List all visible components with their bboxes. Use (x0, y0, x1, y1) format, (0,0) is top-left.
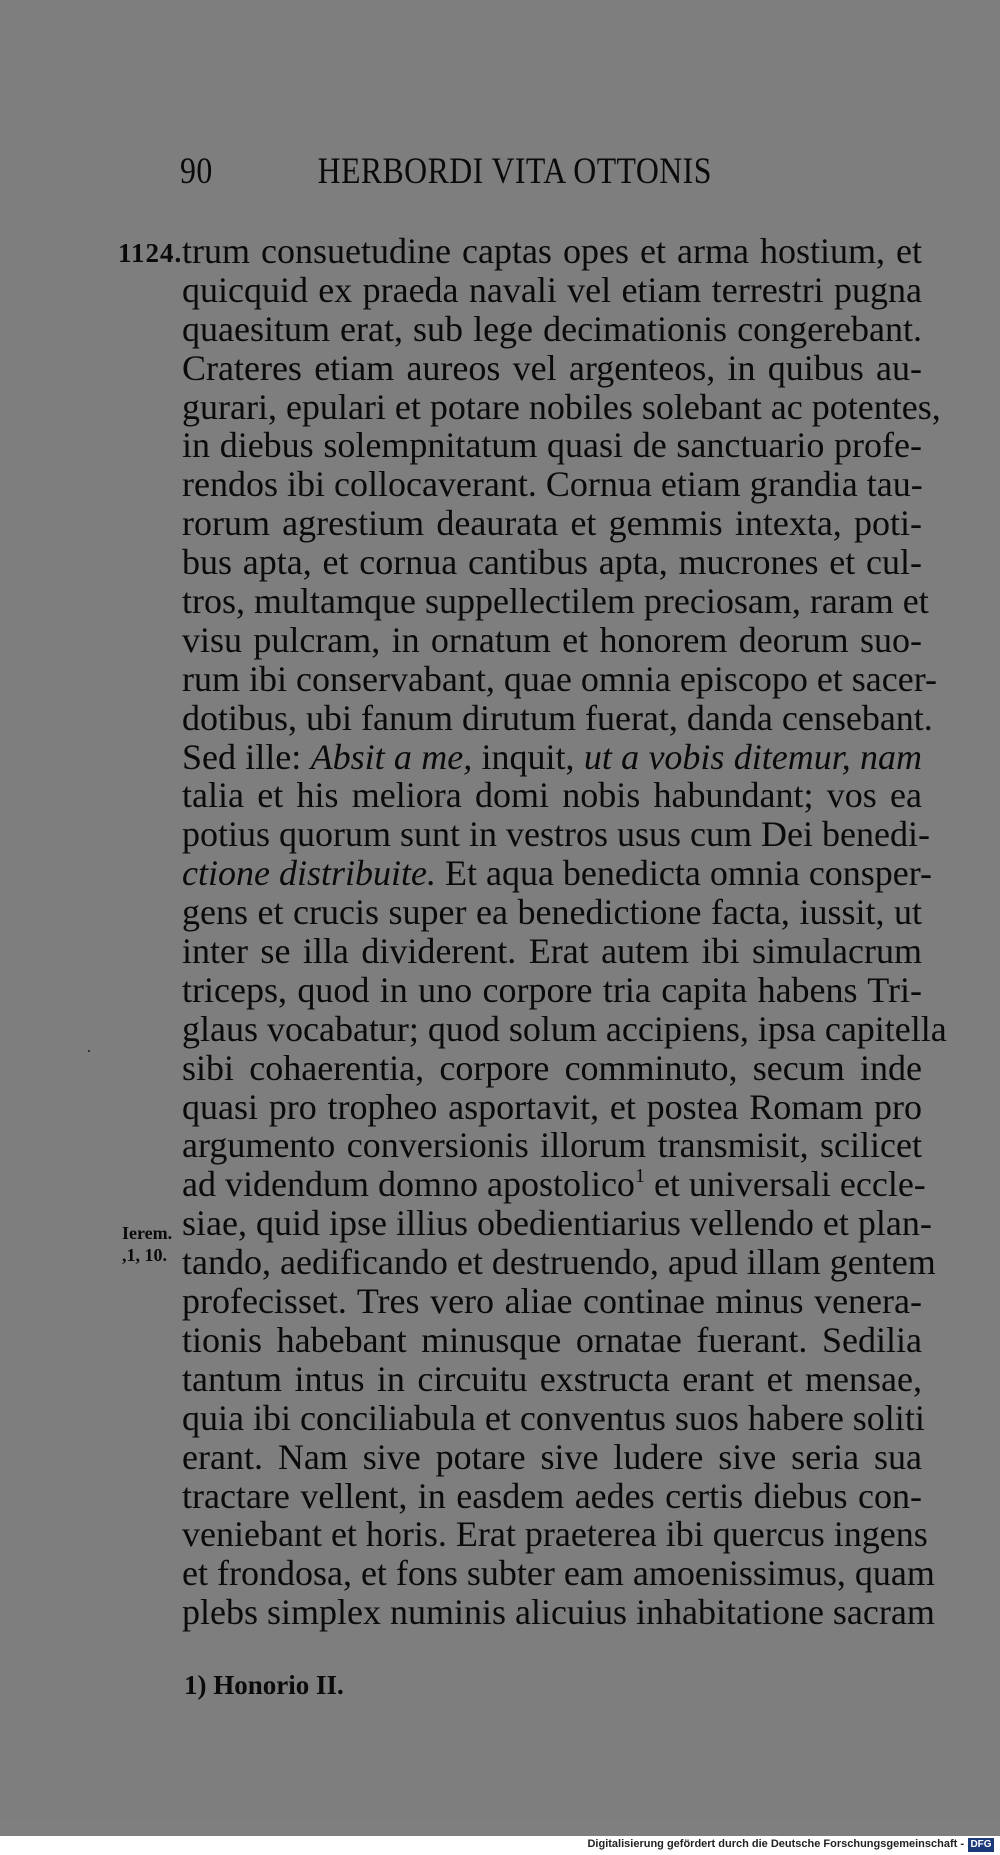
margin-year: 1124. (118, 238, 183, 268)
text-line: rendos ibi collocaverant. Cornua etiam grandia tau- (182, 464, 923, 505)
text-line-italic: potius quorum sunt in vestros usus cum Dei benedi- (182, 814, 930, 855)
margin-scripture-reference (122, 1222, 182, 1266)
dfg-logo-icon[interactable]: DFG (968, 1838, 994, 1852)
text-line: profecisset. Tres vero aliae continae minus venera- (182, 1281, 922, 1322)
text-line: tando, aedificando et destruendo, apud illam gentem (182, 1242, 936, 1283)
text-line: bus apta, et cornua cantibus apta, mucrones et cul- (182, 542, 922, 583)
body-text (182, 231, 947, 1633)
footnote-line-before: ad videndum domno apostolico (182, 1164, 635, 1205)
digitization-credit-bar (0, 1836, 1000, 1855)
text-line-speech (182, 738, 922, 777)
text-line: in diebus solempnitatum quasi de sanctuario profe- (182, 425, 922, 466)
margin-ref-book: Ierem. (122, 1223, 173, 1243)
text-line: quicquid ex praeda navali vel etiam terrestri pugna (182, 269, 922, 310)
text-line: rum ibi conservabant, quae omnia episcopo et sacer- (182, 658, 937, 699)
text-line: dotibus, ubi fanum dirutum fuerat, danda censebant. (182, 697, 933, 738)
text-line: visu pulcram, in ornatum et honorem deorum suo- (182, 619, 922, 660)
speech-rest: Et aqua benedicta omnia consper- (444, 853, 933, 894)
text-line: triceps, quod in uno corpore tria capita habens Tri- (182, 969, 922, 1010)
text-line: quia ibi conciliabula et conventus suos habere soliti (182, 1397, 925, 1438)
running-head (180, 150, 712, 200)
text-line: tantum intus in circuitu exstructa erant et mensae, (182, 1358, 922, 1399)
digitization-credit: Digitalisierung gefördert durch die Deutsche Forschungsgemeinschaft - (587, 1838, 964, 1850)
text-line: argumento conversionis illorum transmisit, scilicet (182, 1125, 922, 1166)
footnote-line-after: et universali eccle- (644, 1164, 926, 1205)
text-line: erant. Nam sive potare sive ludere sive seria sua (182, 1436, 922, 1477)
page-number: 90 (180, 151, 213, 192)
text-line: rorum agrestium deaurata et gemmis intexta, poti- (182, 503, 922, 544)
text-line: quaesitum erat, sub lege decimationis congerebant. (182, 308, 922, 349)
text-line: et frondosa, et fons subter eam amoenissimus, quam (182, 1553, 935, 1594)
speech-italic: ut a vobis ditemur, nam (583, 736, 923, 777)
text-line: gens et crucis super ea benedictione facta, iussit, ut (182, 892, 922, 933)
text-line-mixed (182, 853, 933, 894)
text-line: trum consuetudine captas opes et arma hostium, et (182, 231, 922, 271)
text-line: tractare vellent, in easdem aedes certis diebus con- (182, 1475, 922, 1516)
text-line: siae, quid ipse illius obedientiarius vellendo et plan- (182, 1203, 932, 1244)
speech-lead: Sed ille: (182, 736, 302, 777)
text-line: veniebant et horis. Erat praeterea ibi quercus ingens (182, 1514, 928, 1555)
text-line: tionis habebant minusque ornatae fuerant. Sedilia (182, 1319, 922, 1360)
margin-ref-verse: ,1, 10. (122, 1245, 167, 1265)
text-line: inter se illa dividerent. Erat autem ibi simulacrum (182, 931, 922, 972)
footnote-marker[interactable]: 1 (634, 1165, 645, 1188)
text-line: glaus vocabatur; quod solum accipiens, ipsa capitella (182, 1008, 947, 1049)
footnote: 1) Honorio II. (184, 1670, 344, 1700)
speech-italic: ctione distribuite. (182, 853, 436, 894)
text-line-italic: talia et his meliora domi nobis habundant; vos ea (182, 775, 922, 816)
text-line: plebs simplex numinis alicuius inhabitatione sacram (182, 1592, 935, 1633)
text-line: quasi pro tropheo asportavit, et postea Romam pro (182, 1086, 922, 1127)
text-line-with-footnote-marker (182, 1164, 926, 1205)
speech-inquit: inquit, (481, 736, 575, 777)
text-line: sibi cohaerentia, corpore comminuto, secum inde (182, 1047, 922, 1088)
running-title: HERBORDI VITA OTTONIS (317, 151, 712, 192)
text-line: tros, multamque suppellectilem preciosam, raram et (182, 581, 929, 622)
speech-italic: Absit a me, (310, 736, 473, 777)
text-line: Crateres etiam aureos vel argenteos, in quibus au- (182, 347, 922, 388)
text-line: gurari, epulari et potare nobiles solebant ac potentes, (182, 386, 941, 427)
scan-speck (88, 1050, 90, 1052)
